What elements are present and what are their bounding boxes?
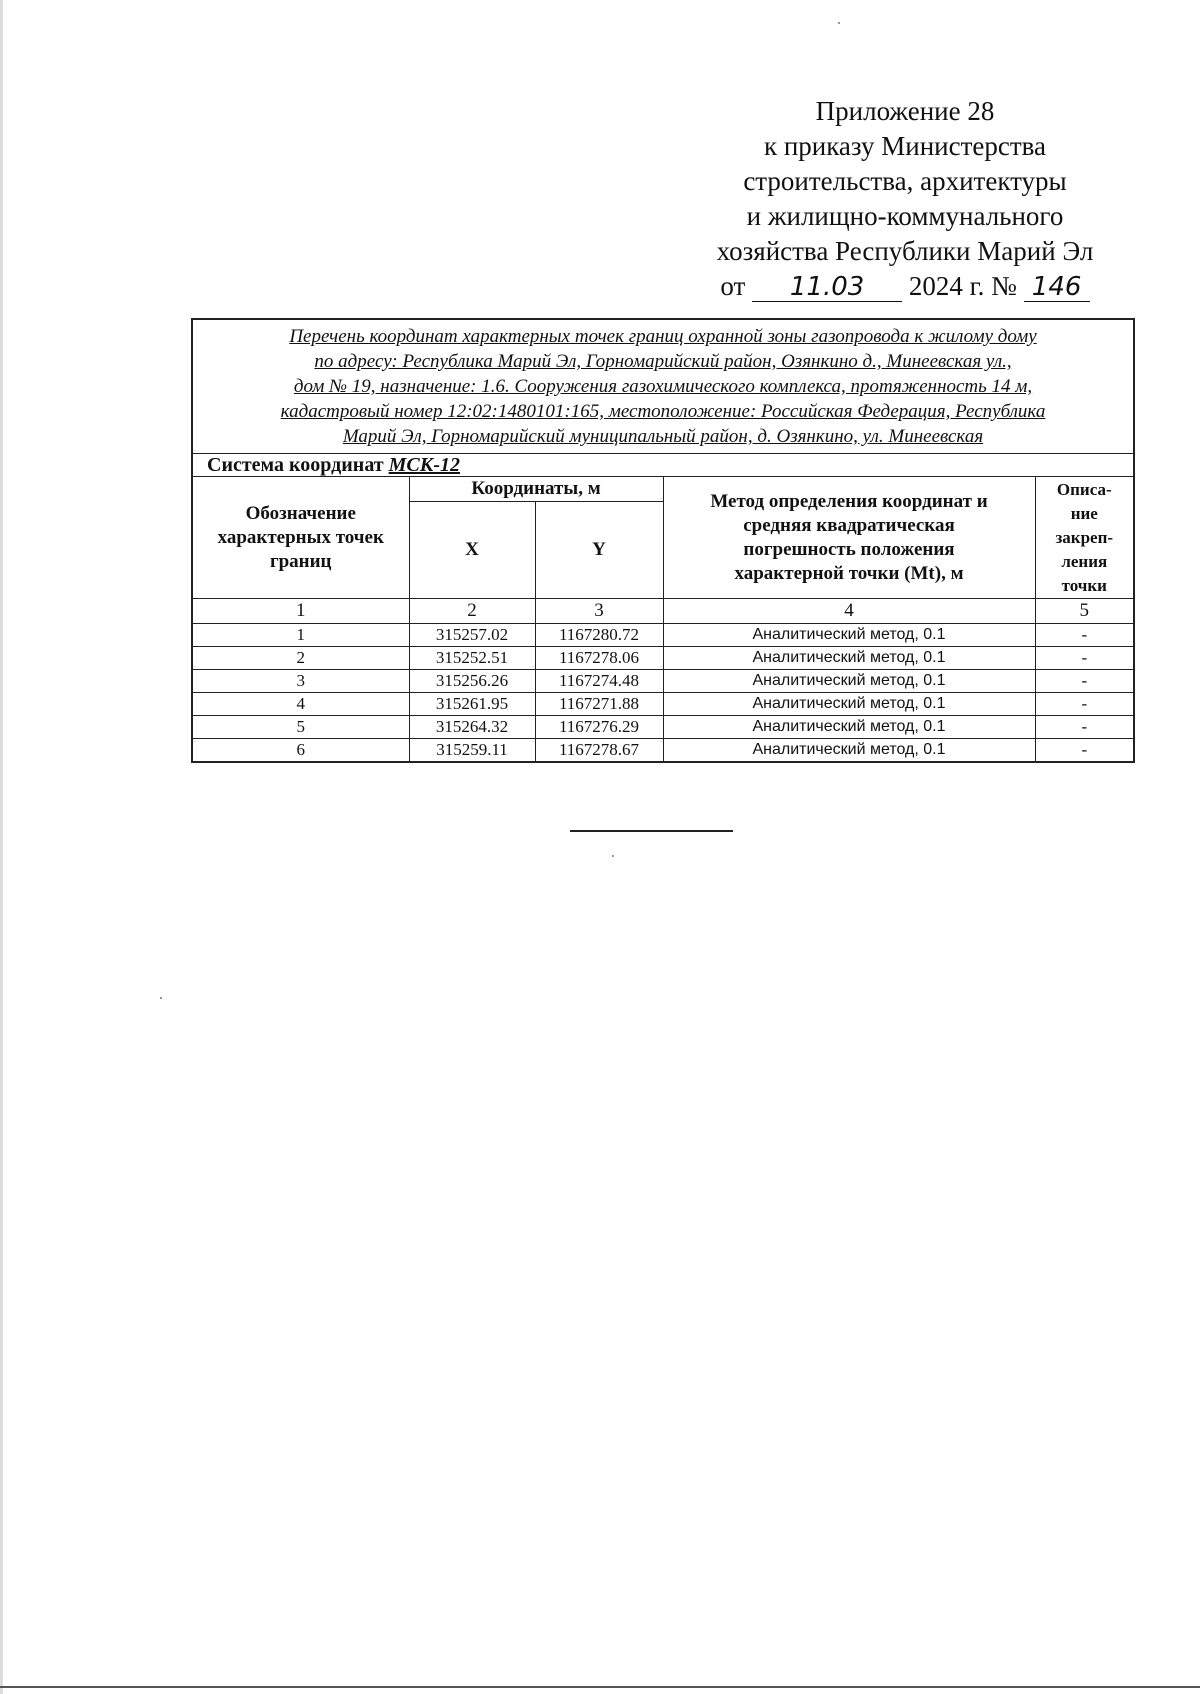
table-caption [192,319,1134,454]
coord-x: 315256.26 [409,670,535,693]
description: - [1035,624,1134,647]
scan-left-edge [0,0,3,1694]
coord-y: 1167274.48 [535,670,663,693]
year-number-label: 2024 г. № [908,271,1017,301]
scan-speck [160,997,162,999]
coord-y: 1167276.29 [535,716,663,739]
point-id: 1 [192,624,409,647]
header-x: X [409,502,535,599]
table-row [192,647,1134,670]
appendix-line: Приложение 28 [815,96,995,126]
point-id: 4 [192,693,409,716]
table-row [192,693,1134,716]
method: Аналитический метод, 0.1 [663,670,1035,693]
method: Аналитический метод, 0.1 [663,647,1035,670]
method: Аналитический метод, 0.1 [663,624,1035,647]
handwritten-order-number: 146 [1024,273,1090,302]
header-row [192,477,1134,502]
header-description: Описа- ние закреп- ления точки [1035,477,1134,599]
coordinates-table [191,318,1135,763]
scan-speck [612,855,614,857]
coord-x: 315252.51 [409,647,535,670]
coord-x: 315259.11 [409,739,535,763]
point-id: 6 [192,739,409,763]
header-method: Метод определения координат и средняя квадратическая погрешность положения характерной точки (Mt), м [663,477,1035,599]
column-number: 4 [663,599,1035,624]
column-number-row [192,599,1134,624]
appendix-line: хозяйства Республики Марий Эл [716,236,1094,266]
caption-line: Перечень координат характерных точек границ охранной зоны газопровода к жилому дому [289,326,1037,347]
point-id: 3 [192,670,409,693]
system-code: МСК-12 [388,454,460,476]
system-row [192,454,1134,477]
header-coordinates: Координаты, м [409,477,663,502]
method: Аналитический метод, 0.1 [663,693,1035,716]
appendix-line: и жилищно-коммунального [746,201,1064,231]
method: Аналитический метод, 0.1 [663,739,1035,763]
appendix-line: строительства, архитектуры [743,166,1067,196]
column-number: 1 [192,599,409,624]
coord-y: 1167271.88 [535,693,663,716]
system-label: Система координат [207,454,384,476]
appendix-line: к приказу Министерства [763,131,1047,161]
caption-row [192,319,1134,454]
table-row [192,624,1134,647]
date-prefix: от [720,271,746,301]
coord-x: 315264.32 [409,716,535,739]
column-number: 3 [535,599,663,624]
column-number: 2 [409,599,535,624]
caption-line: дом № 19, назначение: 1.6. Сооружения газохимического комплекса, протяженность 14 м, [293,376,1033,397]
caption-line: Марий Эл, Горномарийский муниципальный район, д. Озянкино, ул. Минеевская [342,426,984,447]
header-point: Обозначение характерных точек границ [192,477,409,599]
description: - [1035,739,1134,763]
table-row [192,739,1134,763]
handwritten-date: 11.03 [752,273,902,302]
coord-y: 1167278.67 [535,739,663,763]
table-row [192,716,1134,739]
table-row [192,670,1134,693]
caption-line: кадастровый номер 12:02:1480101:165, местоположение: Российская Федерация, Республика [280,401,1046,422]
method: Аналитический метод, 0.1 [663,716,1035,739]
coord-y: 1167280.72 [535,624,663,647]
description: - [1035,693,1134,716]
order-date-line [690,269,1120,304]
description: - [1035,647,1134,670]
scan-bottom-edge [0,1686,1200,1688]
header-y: Y [535,502,663,599]
coord-x: 315261.95 [409,693,535,716]
coordinate-system [192,454,1134,477]
end-of-document-rule [570,830,733,832]
description: - [1035,716,1134,739]
point-id: 2 [192,647,409,670]
description: - [1035,670,1134,693]
coord-y: 1167278.06 [535,647,663,670]
coord-x: 315257.02 [409,624,535,647]
column-number: 5 [1035,599,1134,624]
scan-speck [838,22,840,24]
point-id: 5 [192,716,409,739]
caption-line: по адресу: Республика Марий Эл, Горномарийский район, Озянкино д., Минеевская ул., [314,351,1012,372]
appendix-header [690,94,1120,304]
